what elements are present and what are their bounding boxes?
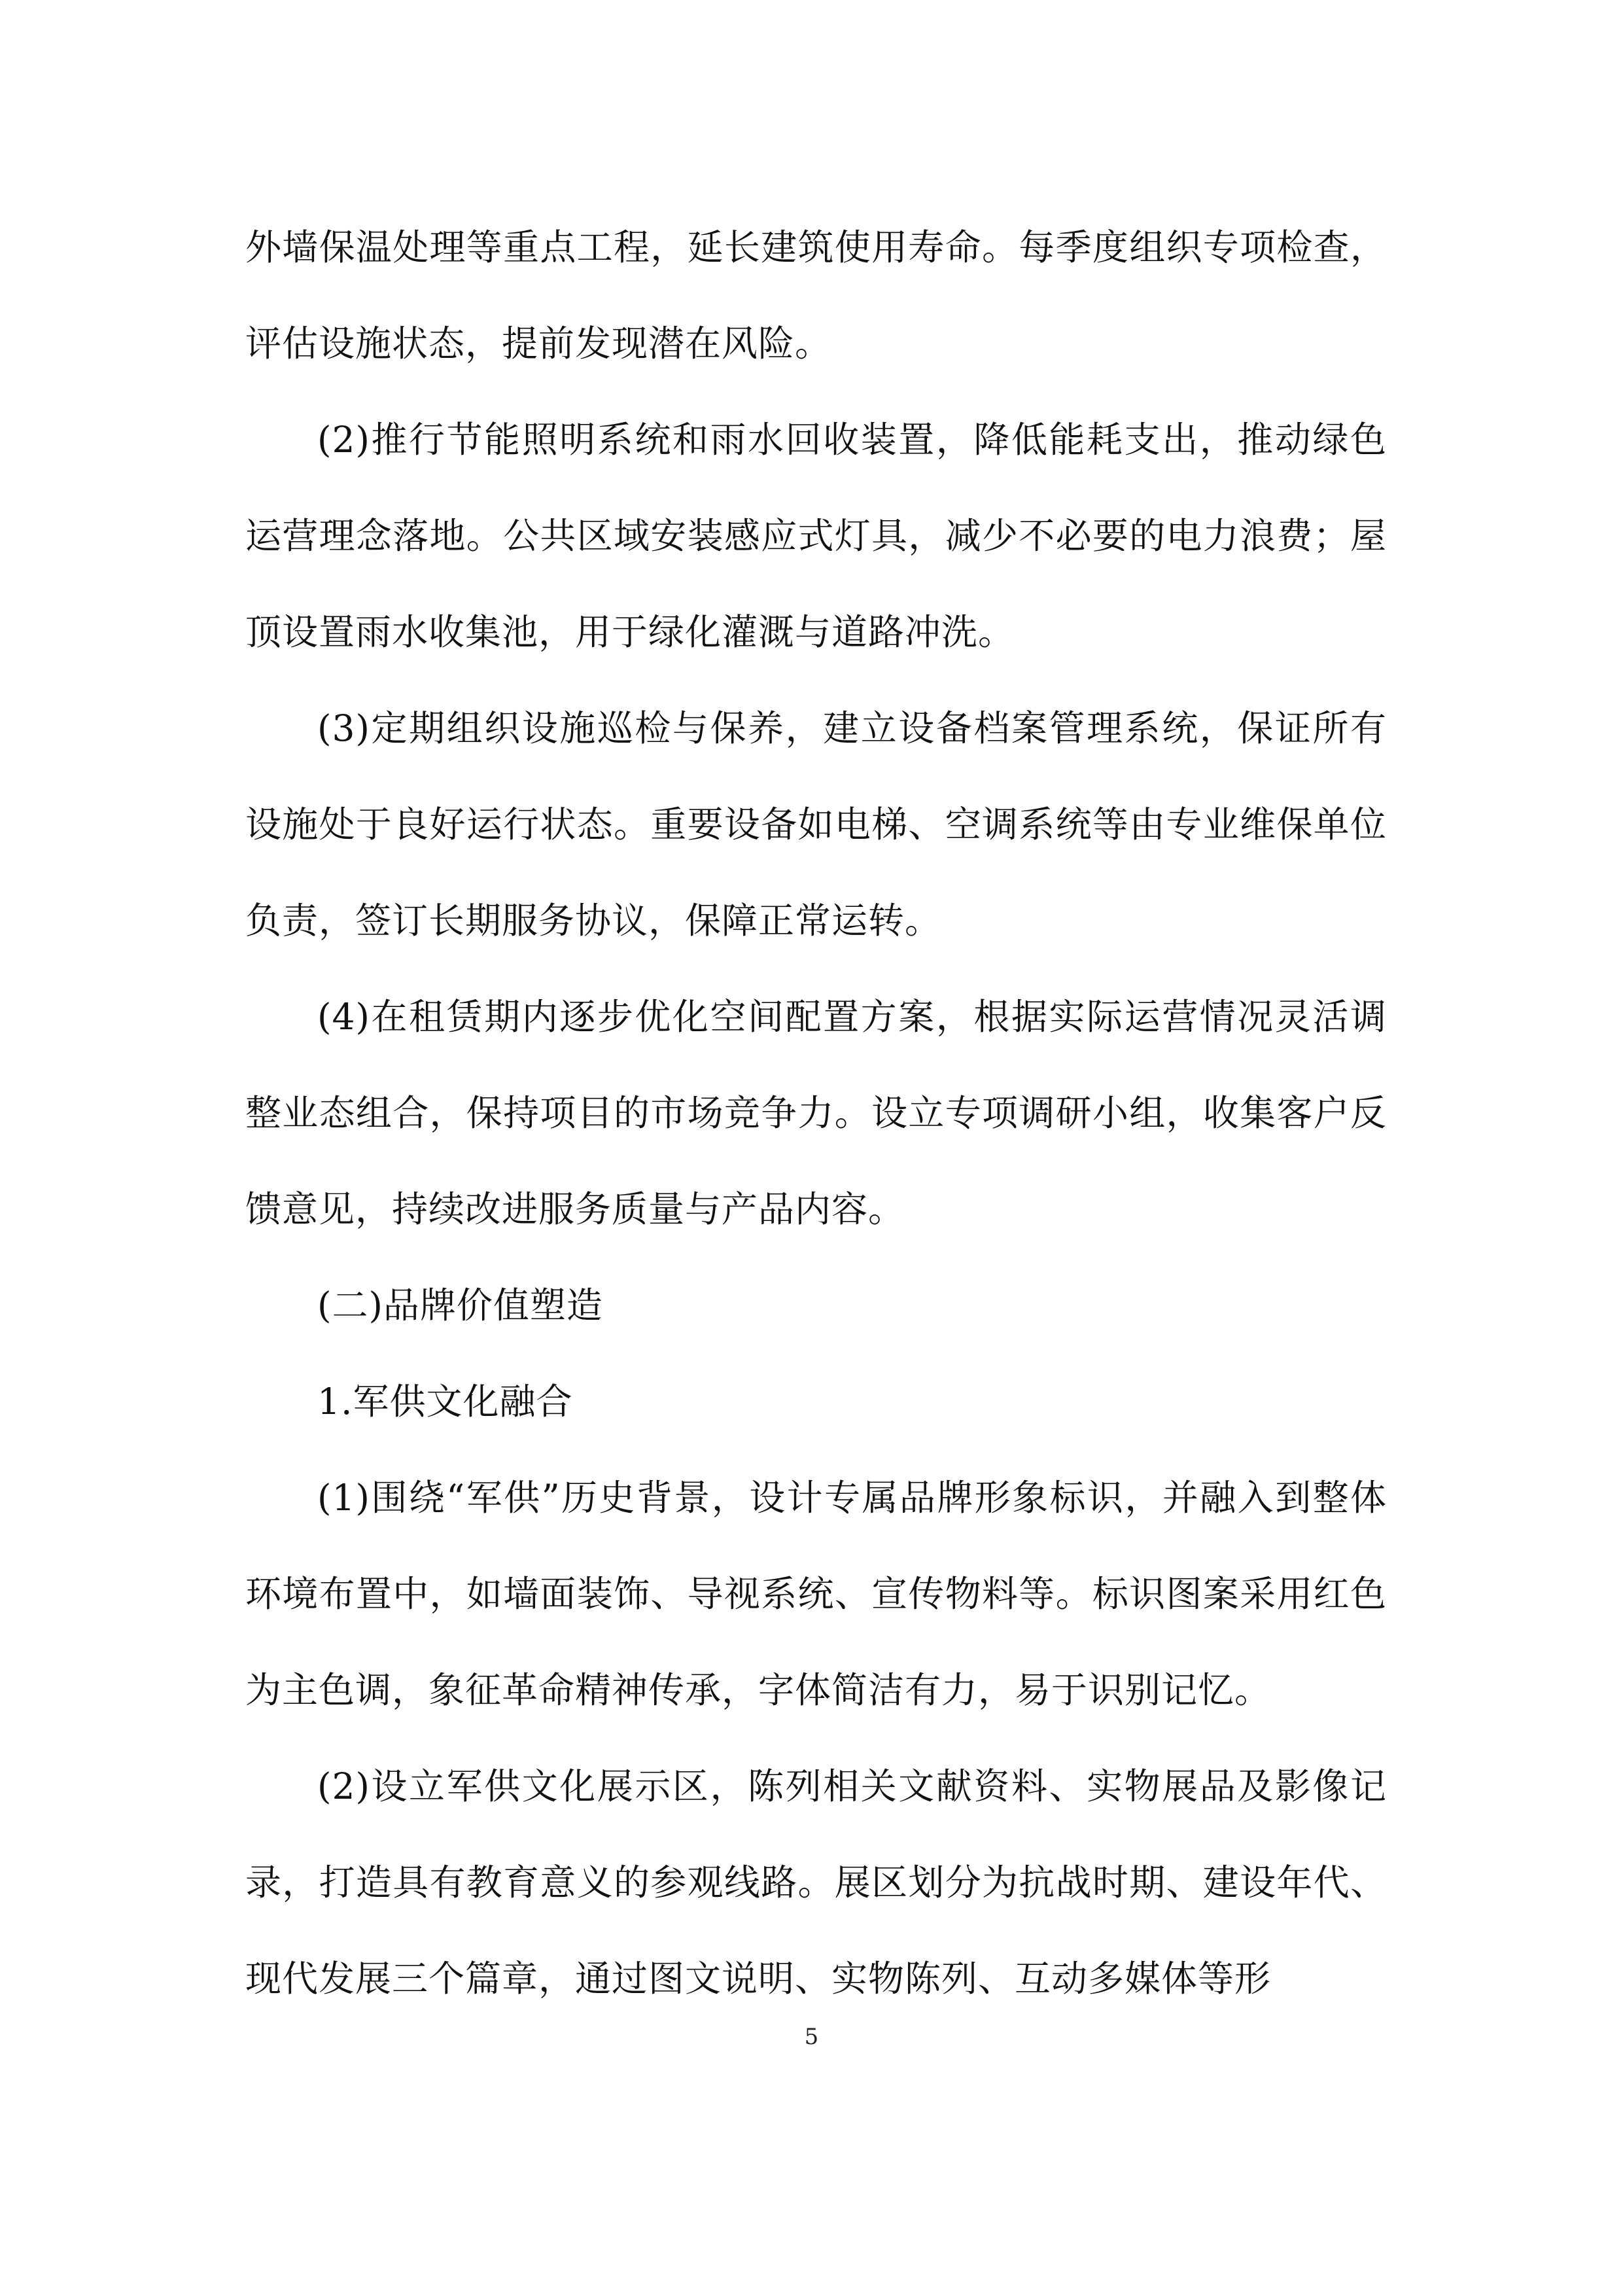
paragraph-item-4: (4)在租赁期内逐步优化空间配置方案，根据实际运营情况灵活调整业态组合，保持项目的市场竞争力。设立专项调研小组，收集客户反馈意见，持续改进服务质量与产品内容。 <box>245 996 1387 1230</box>
paragraph-item-2: (2)推行节能照明系统和雨水回收装置，降低能耗支出，推动绿色运营理念落地。公共区域安装感应式灯具，减少不必要的电力浪费；屋顶设置雨水收集池，用于绿化灌溉与道路冲洗。 <box>245 419 1387 653</box>
paragraph-continuation: 外墙保温处理等重点工程，延长建筑使用寿命。每季度组织专项检查，评估设施状态，提前发现潜在风险。 <box>245 226 1387 364</box>
paragraph-brand-1: (1)围绕“军供”历史背景，设计专属品牌形象标识，并融入到整体环境布置中，如墙面装饰、导视系统、宣传物料等。标识图案采用红色为主色调，象征革命精神传承，字体简洁有力，易于识别记忆。 <box>245 1477 1387 1711</box>
subsection-heading: 1.军供文化融合 <box>317 1381 573 1422</box>
document-body <box>245 200 1387 2027</box>
section-heading: (二)品牌价值塑造 <box>317 1284 603 1326</box>
paragraph-item-3: (3)定期组织设施巡检与保养，建立设备档案管理系统，保证所有设施处于良好运行状态。重要设备如电梯、空调系统等由专业维保单位负责，签订长期服务协议，保障正常运转。 <box>245 707 1387 942</box>
paragraph-brand-2: (2)设立军供文化展示区，陈列相关文献资料、实物展品及影像记录，打造具有教育意义的参观线路。展区划分为抗战时期、建设年代、现代发展三个篇章，通过图文说明、实物陈列、互动多媒体等形 <box>245 1765 1387 2000</box>
page-number: 5 <box>804 2024 819 2050</box>
